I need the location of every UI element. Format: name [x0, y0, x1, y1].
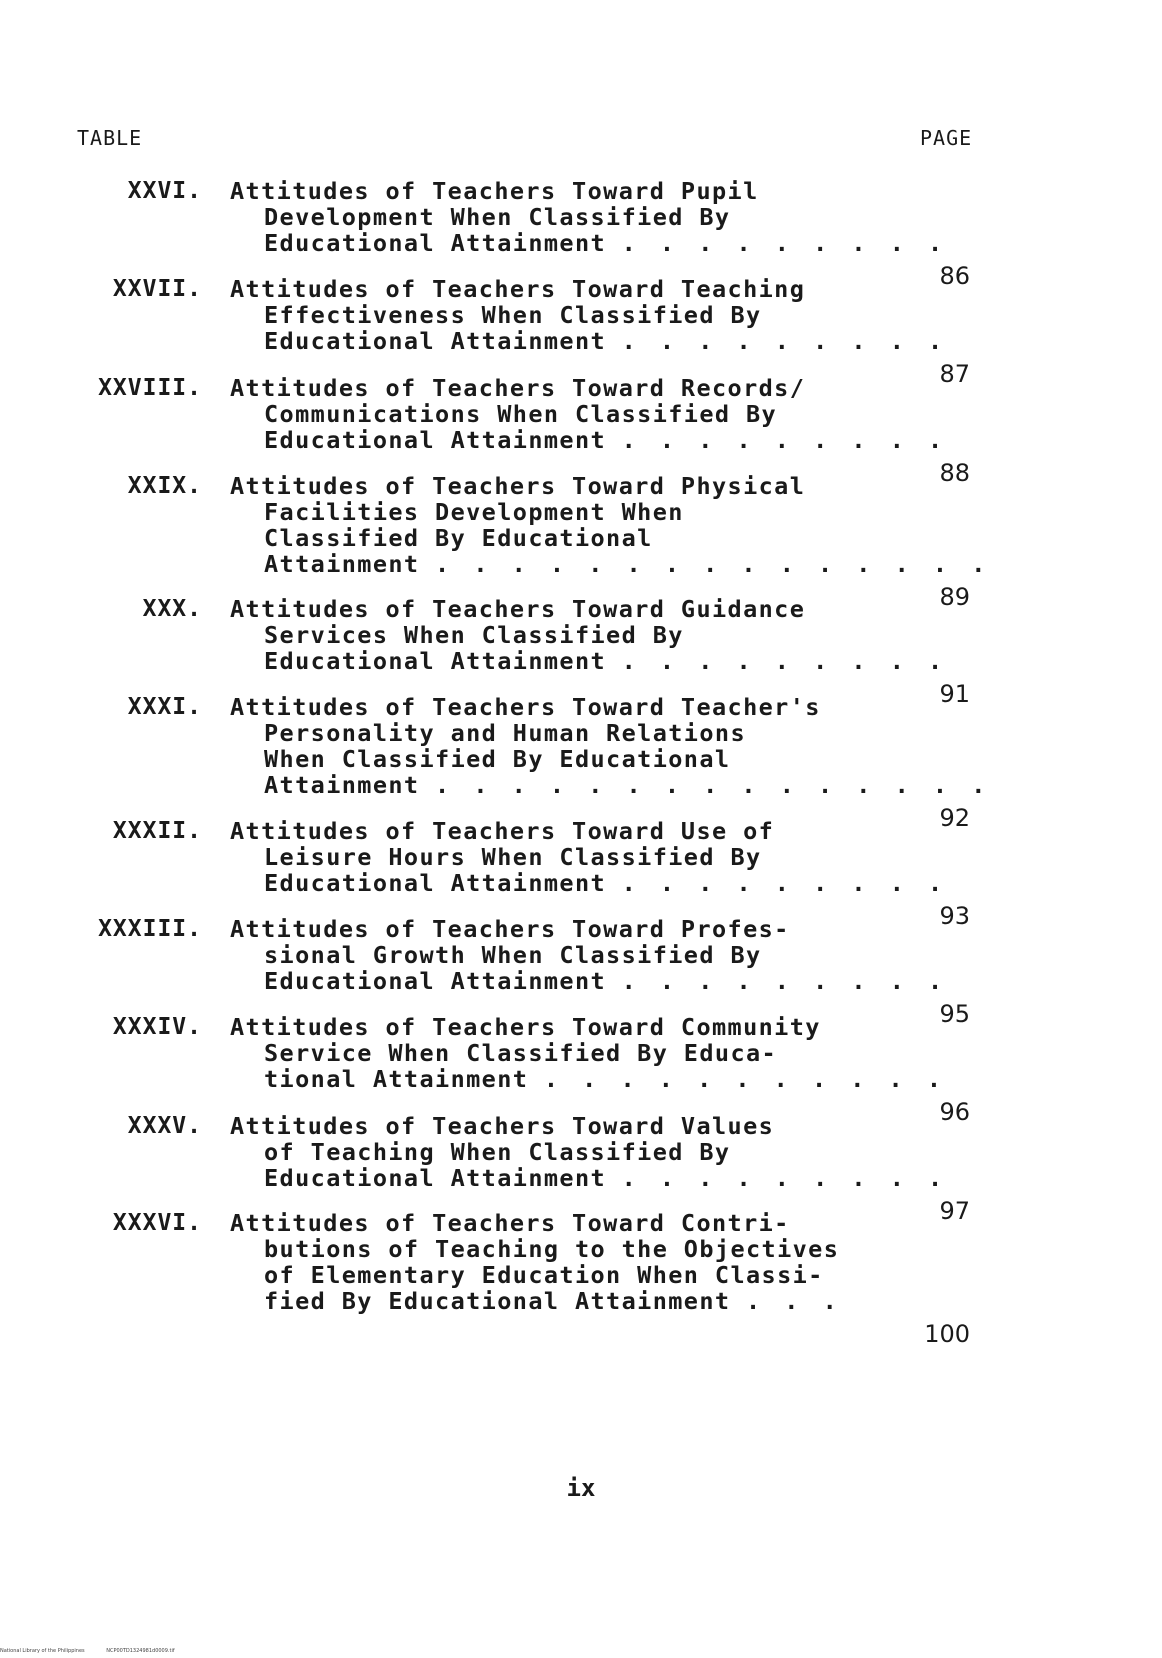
- title-line: [230, 178, 870, 204]
- title-line-text: Effectiveness When Classified By: [264, 301, 762, 329]
- leader-dots: . . . . . . . . .: [621, 967, 948, 995]
- leader-dots: . . . . . . . . . . . . . . .: [435, 771, 991, 799]
- title-line: [230, 473, 870, 499]
- page-reference: 87: [939, 360, 970, 388]
- title-line: [230, 771, 991, 799]
- title-line: [230, 844, 870, 870]
- page-reference: 86: [939, 262, 970, 290]
- title-line: [230, 1210, 870, 1236]
- title-line-text: Services When Classified By: [264, 621, 684, 649]
- title-line: [230, 401, 870, 427]
- title-line-text: Educational Attainment: [264, 967, 607, 995]
- title-line: [230, 916, 870, 942]
- leader-dots: . . .: [746, 1287, 842, 1315]
- title-line-text: Educational Attainment: [264, 869, 607, 897]
- table-title: [230, 1210, 870, 1314]
- title-line-text: Attitudes of Teachers Toward Community: [230, 1013, 821, 1041]
- title-line-text: Attitudes of Teachers Toward Guidance: [230, 595, 806, 623]
- leader-dots: . . . . . . . . .: [621, 327, 948, 355]
- title-line: [230, 1288, 870, 1314]
- table-column-header: TABLE: [77, 126, 143, 150]
- title-line: [230, 1040, 870, 1066]
- title-line-text: Attainment: [264, 550, 420, 578]
- table-numeral: XXXIV.: [112, 1014, 202, 1040]
- title-line: [230, 596, 870, 622]
- title-line-text: of Teaching When Classified By: [264, 1138, 731, 1166]
- title-line: [230, 694, 870, 720]
- title-line: [230, 302, 870, 328]
- library-credit: National Library of the Philippines: [0, 1648, 85, 1654]
- title-line: [230, 375, 870, 401]
- page-reference: 92: [939, 804, 970, 832]
- table-title: [230, 1112, 948, 1192]
- page-reference: 96: [939, 1098, 970, 1126]
- page-number: ix: [566, 1474, 596, 1502]
- page-reference: 89: [939, 583, 970, 611]
- table-title: [230, 275, 948, 355]
- title-line: [230, 1139, 870, 1165]
- title-line: [230, 942, 870, 968]
- title-line: [230, 622, 870, 648]
- title-line-text: Attitudes of Teachers Toward Teacher's: [230, 693, 821, 721]
- title-line: [230, 1113, 870, 1139]
- title-line: [230, 550, 991, 578]
- leader-dots: . . . . . . . . .: [621, 229, 948, 257]
- title-line: [230, 1014, 870, 1040]
- title-line: [230, 1262, 870, 1288]
- title-line-text: Personality and Human Relations: [264, 719, 746, 747]
- title-line: [230, 276, 870, 302]
- title-line-text: butions of Teaching to the Objectives: [264, 1235, 840, 1263]
- leader-dots: . . . . . . . . .: [621, 1164, 948, 1192]
- title-line: [230, 647, 948, 675]
- page-reference: 93: [939, 902, 970, 930]
- leader-dots: . . . . . . . . .: [621, 869, 948, 897]
- table-title: [230, 177, 948, 257]
- title-line-text: Attitudes of Teachers Toward Values: [230, 1112, 775, 1140]
- table-title: [230, 374, 948, 454]
- table-numeral: XXIX.: [127, 473, 202, 499]
- table-numeral: XXXV.: [127, 1113, 202, 1139]
- scan-credit: [0, 1648, 195, 1654]
- title-line-text: Attitudes of Teachers Toward Contri-: [230, 1209, 790, 1237]
- page-reference: 95: [939, 1000, 970, 1028]
- title-line: [230, 746, 870, 772]
- title-line: [230, 204, 870, 230]
- table-title: [230, 817, 948, 897]
- title-line-text: Educational Attainment: [264, 327, 607, 355]
- title-line-text: Service When Classified By Educa-: [264, 1039, 778, 1067]
- title-line: [230, 229, 948, 257]
- page-reference: 88: [939, 459, 970, 487]
- title-line: [230, 525, 870, 551]
- title-line-text: Educational Attainment: [264, 229, 607, 257]
- table-numeral: XXXI.: [127, 694, 202, 720]
- table-numeral: XXVIII.: [98, 375, 202, 401]
- page-reference: 91: [939, 680, 970, 708]
- title-line-text: Facilities Development When: [264, 498, 684, 526]
- title-line-text: Development When Classified By: [264, 203, 731, 231]
- title-line-text: tional Attainment: [264, 1065, 529, 1093]
- title-line: [230, 720, 870, 746]
- title-line-text: Communications When Classified By: [264, 400, 778, 428]
- table-numeral: XXXVI.: [112, 1210, 202, 1236]
- title-line: [230, 869, 948, 897]
- page-reference: 100: [924, 1320, 970, 1348]
- page-reference: 97: [939, 1197, 970, 1225]
- title-line-text: of Elementary Education When Classi-: [264, 1261, 824, 1289]
- title-line-text: Attitudes of Teachers Toward Teaching: [230, 275, 806, 303]
- leader-dots: . . . . . . . . .: [621, 647, 948, 675]
- title-line-text: Educational Attainment: [264, 647, 607, 675]
- title-line: [230, 327, 948, 355]
- title-line: [230, 818, 870, 844]
- title-line-text: When Classified By Educational: [264, 745, 731, 773]
- table-title: [230, 1013, 947, 1093]
- table-numeral: XXX.: [142, 596, 202, 622]
- title-line-text: Classified By Educational: [264, 524, 653, 552]
- leader-dots: . . . . . . . . . . . . . . .: [435, 550, 991, 578]
- title-line: [230, 426, 948, 454]
- title-line: [230, 1236, 870, 1262]
- table-numeral: XXXIII.: [98, 916, 202, 942]
- file-code: NCP00TD1324981d0009.tif: [106, 1648, 175, 1654]
- title-line: [230, 967, 948, 995]
- title-line-text: Attitudes of Teachers Toward Records/: [230, 374, 806, 402]
- title-line-text: Educational Attainment: [264, 426, 607, 454]
- title-line-text: Attitudes of Teachers Toward Pupil: [230, 177, 759, 205]
- title-line: [230, 499, 870, 525]
- title-line-text: Leisure Hours When Classified By: [264, 843, 762, 871]
- title-line-text: Attitudes of Teachers Toward Use of: [230, 817, 775, 845]
- leader-dots: . . . . . . . . . . .: [543, 1065, 947, 1093]
- table-numeral: XXVI.: [127, 178, 202, 204]
- leader-dots: . . . . . . . . .: [621, 426, 948, 454]
- title-line-text: Attainment: [264, 771, 420, 799]
- title-line-text: Educational Attainment: [264, 1164, 607, 1192]
- title-line-text: fied By Educational Attainment: [264, 1287, 731, 1315]
- table-numeral: XXXII.: [112, 818, 202, 844]
- title-line-text: Attitudes of Teachers Toward Profes-: [230, 915, 790, 943]
- table-numeral: XXVII.: [112, 276, 202, 302]
- page-column-header: PAGE: [920, 126, 973, 150]
- title-line-text: sional Growth When Classified By: [264, 941, 762, 969]
- title-line: [230, 1065, 947, 1093]
- title-line: [230, 1164, 948, 1192]
- table-title: [230, 595, 948, 675]
- title-line-text: Attitudes of Teachers Toward Physical: [230, 472, 806, 500]
- table-title: [230, 915, 948, 995]
